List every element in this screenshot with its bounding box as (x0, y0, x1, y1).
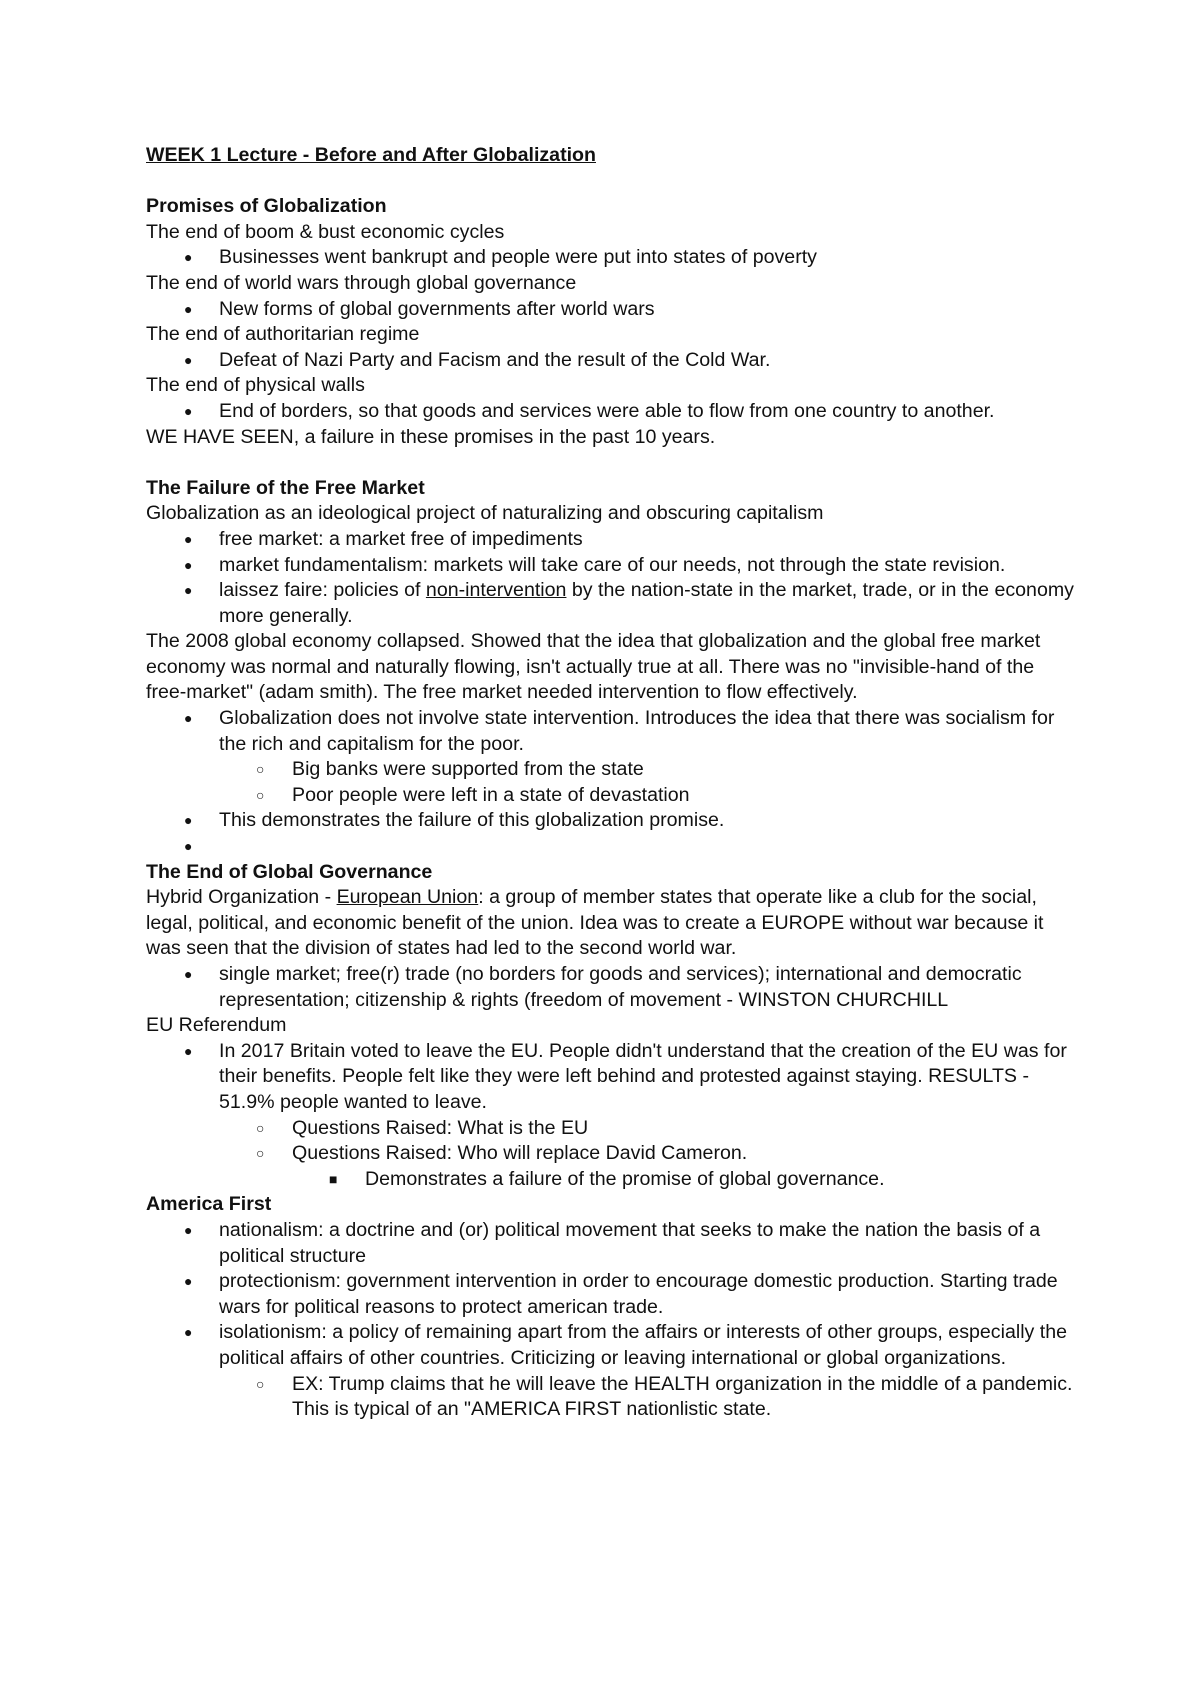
spacer (146, 450, 1076, 476)
list-item (146, 245, 1076, 271)
list-item (146, 1116, 1076, 1142)
list-item (146, 1039, 1076, 1116)
bullet-disc-icon: ● (184, 1042, 193, 1059)
list-item (146, 1269, 1076, 1320)
list-item-text: Globalization does not involve state intervention. Introduces the idea that there was socialism for the rich and capitalism for the poor. (219, 707, 1055, 755)
paragraph: The end of world wars through global governance (146, 271, 577, 294)
list-item (146, 1320, 1076, 1371)
list-item-text: Questions Raised: Who will replace David Cameron. (292, 1142, 748, 1165)
sub-bullet-list (146, 1372, 1076, 1423)
paragraph: The end of authoritarian regime (146, 323, 420, 346)
list-item (146, 1141, 1076, 1167)
list-item (146, 962, 1076, 1013)
bullet-list (146, 348, 1076, 374)
section-heading-america-first: America First (146, 1193, 272, 1216)
bullet-list (146, 297, 1076, 323)
list-item-text: Businesses went bankrupt and people were put into states of poverty (219, 246, 817, 269)
spacer (146, 169, 1076, 195)
bullet-list (146, 527, 1076, 629)
list-item-text: free market: a market free of impediments (219, 527, 583, 550)
bullet-disc-icon: ● (184, 1221, 193, 1238)
bullet-list (146, 962, 1076, 1013)
paragraph: The end of physical walls (146, 374, 365, 397)
paragraph-text: Hybrid Organization - (146, 886, 337, 909)
section-heading-governance: The End of Global Governance (146, 860, 433, 883)
paragraph (146, 885, 1076, 962)
section-heading-promises: Promises of Globalization (146, 195, 387, 218)
list-item (146, 1372, 1076, 1423)
bullet-disc-icon: ● (184, 249, 193, 266)
list-item (146, 706, 1076, 757)
sub-bullet-list (146, 757, 1076, 808)
bullet-list (146, 706, 1076, 757)
paragraph: The end of boom & bust economic cycles (146, 220, 505, 243)
bullet-disc-icon: ● (184, 812, 193, 829)
bullet-disc-icon: ● (184, 838, 193, 855)
list-item-text: nationalism: a doctrine and (or) political movement that seeks to make the nation the basis of a political structure (219, 1218, 1041, 1267)
list-item-text: Demonstrates a failure of the promise of global governance. (365, 1167, 885, 1190)
list-item (146, 757, 1076, 783)
underlined-term: European Union (336, 886, 479, 909)
bullet-disc-icon: ● (184, 402, 193, 419)
list-item (146, 553, 1076, 579)
bullet-circle-icon: ○ (256, 1145, 265, 1162)
bullet-list (146, 245, 1076, 271)
bullet-list (146, 808, 1076, 859)
list-item-text: protectionism: government intervention in order to encourage domestic production. Starting trade wars for political reasons to protect american trade. (219, 1270, 1058, 1318)
list-item-text: In 2017 Britain voted to leave the EU. People didn't understand that the creation of the EU was for their benefits. People felt like they were left behind and protested against staying. RESULTS - 51.9% people wanted to leave. (219, 1039, 1067, 1113)
list-item-text: New forms of global governments after world wars (219, 297, 655, 320)
bullet-list (146, 1039, 1076, 1116)
list-item (146, 783, 1076, 809)
list-item-text: Poor people were left in a state of devastation (292, 783, 690, 806)
list-item-text: isolationism: a policy of remaining apart from the affairs or interests of other groups, especially the political affairs of other countries. Criticizing or leaving international or global organizations. (219, 1321, 1068, 1369)
bullet-circle-icon: ○ (256, 761, 265, 778)
document-title: WEEK 1 Lecture - Before and After Globalization (146, 144, 596, 166)
bullet-circle-icon: ○ (256, 1119, 265, 1136)
bullet-disc-icon: ● (184, 710, 193, 727)
list-item-text: laissez faire: policies of (219, 579, 426, 602)
underlined-term: non-intervention (425, 579, 567, 602)
paragraph: The 2008 global economy collapsed. Showed that the idea that globalization and the global free market economy was normal and naturally flowing, isn't actually true at all. There was no "invisible-hand of the free-market" (adam smith). The free market needed intervention to flow effectively. (146, 630, 1041, 704)
list-item (146, 527, 1076, 553)
list-item (146, 399, 1076, 425)
sub-bullet-list (146, 1116, 1076, 1167)
bullet-square-icon: ■ (329, 1170, 338, 1187)
bullet-disc-icon: ● (184, 351, 193, 368)
list-item-text: market fundamentalism: markets will take care of our needs, not through the state revision. (219, 553, 1006, 576)
list-item-text: Questions Raised: What is the EU (292, 1116, 589, 1139)
list-item-text: Big banks were supported from the state (292, 758, 644, 781)
bullet-disc-icon: ● (184, 300, 193, 317)
paragraph: WE HAVE SEEN, a failure in these promises in the past 10 years. (146, 425, 716, 448)
list-item (146, 348, 1076, 374)
paragraph: EU Referendum (146, 1014, 287, 1037)
paragraph-text: : a group of member states that operate like a club for the social, legal, political, and economic benefit of the union. Idea was to create a EUROPE without war because it was seen that the division of states had led to the second world war. (146, 886, 1044, 960)
bullet-list (146, 1218, 1076, 1372)
bullet-circle-icon: ○ (256, 786, 265, 803)
bullet-disc-icon: ● (184, 966, 193, 982)
list-item (146, 1167, 1076, 1193)
list-item (146, 808, 1076, 834)
bullet-disc-icon: ● (184, 582, 193, 599)
list-item (146, 297, 1076, 323)
section-heading-free-market: The Failure of the Free Market (146, 476, 425, 499)
list-item-text: by the nation-state in the market, trade, or in the economy more generally. (219, 579, 1074, 627)
list-item-text: EX: Trump claims that he will leave the HEALTH organization in the middle of a pandemic. This is typical of an "AMERICA FIRST nationlistic state. (292, 1372, 1073, 1421)
list-item-text: single market; free(r) trade (no borders for goods and services); international and democratic representation; citizenship & rights (freedom of movement - WINSTON CHURCHILL (219, 963, 1022, 1011)
bullet-disc-icon: ● (184, 1324, 193, 1341)
list-item-text: End of borders, so that goods and services were able to flow from one country to another. (219, 399, 995, 422)
bullet-list (146, 399, 1076, 425)
list-item (146, 834, 1076, 860)
bullet-disc-icon: ● (184, 1273, 193, 1290)
list-item (146, 578, 1076, 629)
paragraph: Globalization as an ideological project of naturalizing and obscuring capitalism (146, 502, 824, 525)
bullet-circle-icon: ○ (256, 1375, 265, 1392)
list-item-text: Defeat of Nazi Party and Facism and the result of the Cold War. (219, 348, 771, 371)
list-item-text: This demonstrates the failure of this globalization promise. (219, 809, 725, 832)
bullet-disc-icon: ● (184, 556, 193, 573)
bullet-disc-icon: ● (184, 530, 193, 547)
document-page (146, 143, 1076, 1423)
list-item (146, 1218, 1076, 1269)
sub-sub-bullet-list (146, 1167, 1076, 1193)
